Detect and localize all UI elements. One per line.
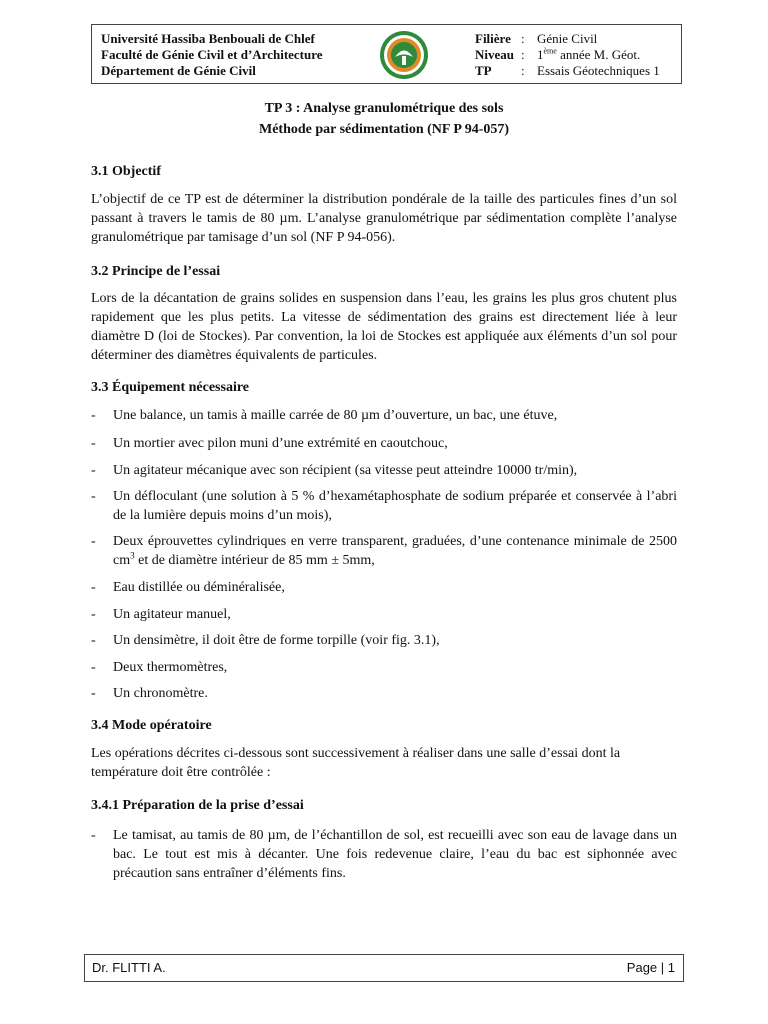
filiere-row (475, 31, 660, 47)
list-item-text: Deux thermomètres, (113, 660, 228, 675)
list-dash: - (91, 633, 96, 648)
list-item (91, 826, 677, 883)
page-footer (84, 954, 684, 982)
tp-value: Essais Géotechniques 1 (537, 63, 660, 78)
section-text-3-4: Les opérations décrites ci-dessous sont successivement à réaliser dans une salle d’essai dont la température doit être contrôlée : (91, 746, 621, 780)
section-heading-3-4-1: 3.4.1 Préparation de la prise d’essai (91, 798, 304, 813)
list-item (91, 631, 677, 650)
list-dash: - (91, 828, 96, 843)
filiere-label: Filière (475, 31, 511, 46)
niveau-rest: année M. Géot. (556, 47, 641, 62)
niveau-colon: : (521, 47, 525, 62)
filiere-colon: : (521, 31, 525, 46)
tp-label: TP (475, 63, 492, 78)
list-dash: - (91, 686, 96, 701)
list-item (91, 406, 677, 425)
list-item-text (113, 532, 677, 570)
list-item (91, 578, 677, 597)
document-title: TP 3 : Analyse granulométrique des sols (264, 101, 504, 116)
document-subtitle: Méthode par sédimentation (NF P 94-057) (258, 122, 510, 137)
list-dash: - (91, 408, 96, 423)
section-text-3-2: Lors de la décantation de grains solides en suspension dans l’eau, les grains les plus gros chutent plus rapidement que les plus petits. La vitesse de sédimentation des grains est directement liée à leur diamètre D (loi de Stockes). Par convention, la loi de Stockes est appliquée aux éléments d’un sol pour déterminer des diamètres équivalents de particules. (91, 291, 677, 363)
section-heading-3-3: 3.3 Équipement nécessaire (91, 380, 250, 395)
page-number: Page | 1 (626, 960, 675, 975)
list-item (91, 487, 677, 525)
list-item (91, 434, 677, 453)
list-dash: - (91, 660, 96, 675)
niveau-superscript: ème (543, 46, 557, 56)
section-heading-3-1: 3.1 Objectif (91, 164, 161, 179)
list-item-text: Un chronomètre. (113, 686, 208, 701)
list-item-text: Un densimètre, il doit être de forme torpille (voir fig. 3.1), (113, 633, 440, 648)
list-item-text: Une balance, un tamis à maille carrée de 80 µm d’ouverture, un bac, une étuve, (113, 408, 558, 423)
niveau-number: 1 (537, 47, 544, 62)
list-item-text: Le tamisat, au tamis de 80 µm, de l’échantillon de sol, est recueilli avec son eau de lavage dans un bac. Le tout est mis à décanter. Une fois redevenue claire, l’eau du bac est siphonnée avec précaution sans entraîner d’éléments fins. (113, 828, 677, 881)
university-name: Université Hassiba Benbouali de Chlef (101, 31, 315, 46)
section-text-3-1: L’objectif de ce TP est de déterminer la distribution pondérale de la taille des particules fines d’un sol passant à travers le tamis de 80 µm. L’analyse granulométrique par sédimentation complète l’analyse granulométrique par tamisage d’un sol (NF P 94-056). (91, 192, 677, 245)
list-dash: - (91, 489, 96, 504)
tp-row (475, 63, 660, 79)
section-heading-3-2: 3.2 Principe de l’essai (91, 264, 221, 279)
author-name: Dr. FLITTI A. (92, 960, 166, 975)
list-dash: - (91, 607, 96, 622)
list-item (91, 461, 677, 480)
list-item-text-rest: et de diamètre intérieur de 85 mm ± 5mm, (134, 553, 375, 568)
list-item-text: Un mortier avec pilon muni d’une extrémité en caoutchouc, (113, 436, 448, 451)
section-heading-3-4: 3.4 Mode opératoire (91, 718, 212, 733)
faculty-name: Faculté de Génie Civil et d’Architecture (101, 47, 323, 62)
list-dash: - (91, 436, 96, 451)
list-dash: - (91, 463, 96, 478)
list-item (91, 658, 677, 677)
niveau-row (475, 47, 660, 63)
cubic-superscript: 3 (130, 550, 135, 561)
institution-block (101, 31, 323, 79)
niveau-label: Niveau (475, 47, 514, 62)
filiere-value: Génie Civil (537, 31, 598, 46)
list-dash: - (91, 534, 96, 549)
university-logo-icon (379, 30, 429, 80)
list-item-text-main: Deux éprouvettes cylindriques en verre transparent, graduées, d’une contenance minimale de 2500 cm (113, 534, 677, 568)
tp-colon: : (521, 63, 525, 78)
list-item (91, 605, 677, 624)
list-dash: - (91, 580, 96, 595)
list-item-text: Un défloculant (une solution à 5 % d’hexamétaphosphate de sodium préparée et conservée à l’abri de la lumière depuis moins d’un mois), (113, 489, 677, 523)
niveau-value (537, 47, 640, 63)
list-item (91, 532, 677, 570)
list-item-text: Un agitateur manuel, (113, 607, 231, 622)
course-info-block (475, 31, 660, 79)
list-item (91, 684, 677, 703)
list-item-text: Eau distillée ou déminéralisée, (113, 580, 285, 595)
document-header (91, 24, 682, 84)
list-item-text: Un agitateur mécanique avec son récipient (sa vitesse peut atteindre 10000 tr/min), (113, 463, 578, 478)
department-name: Département de Génie Civil (101, 63, 256, 78)
